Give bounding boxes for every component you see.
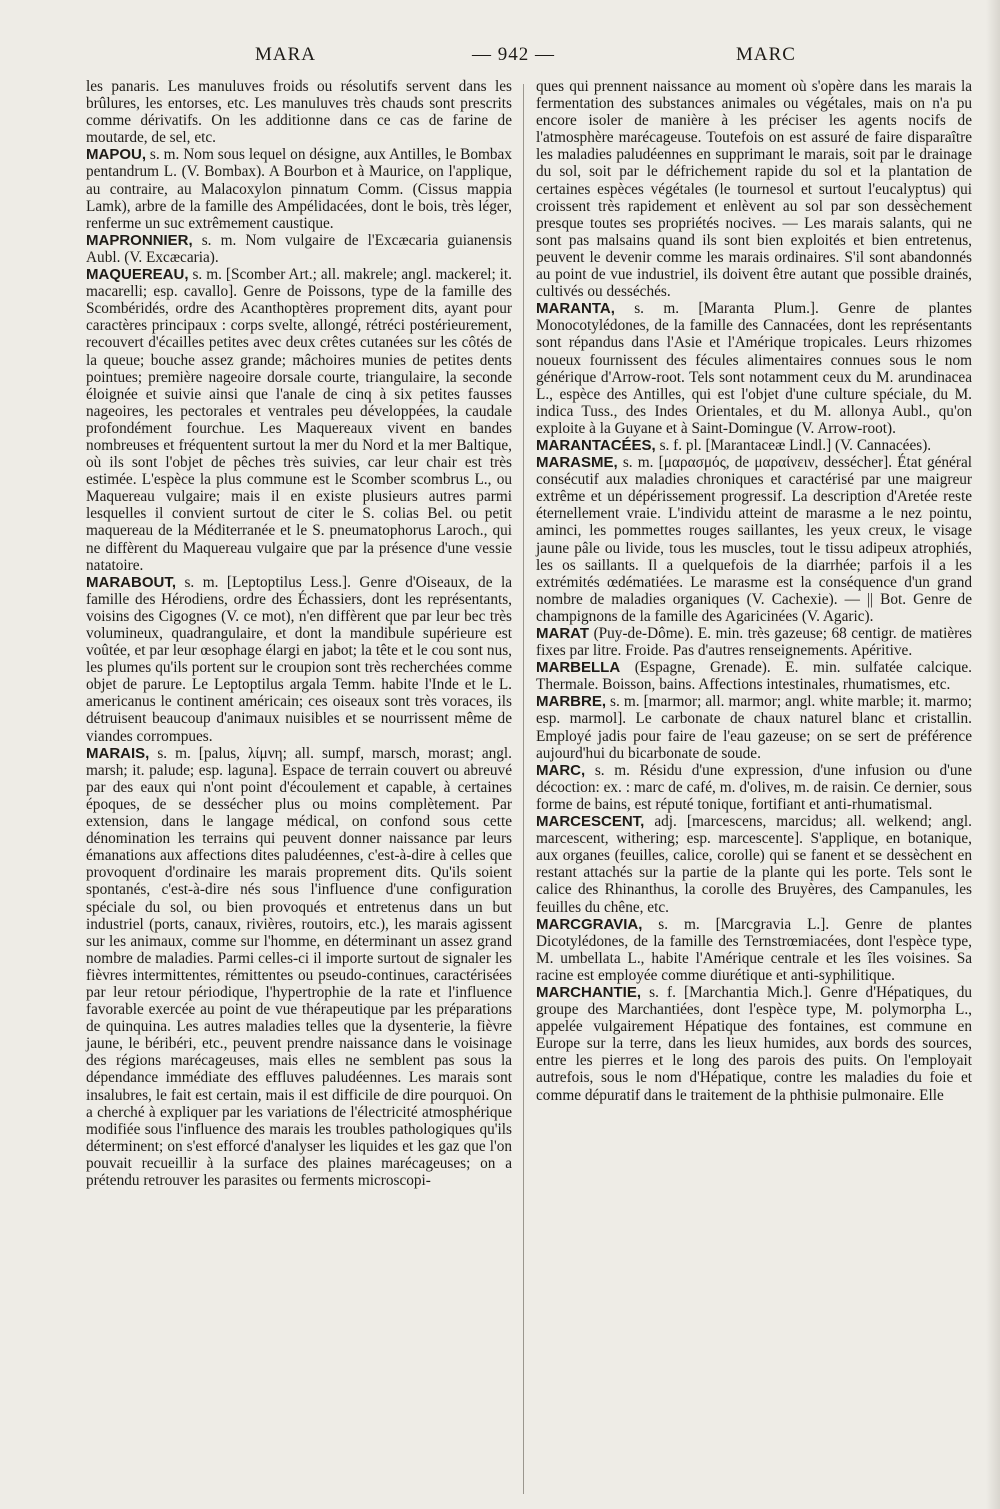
entry-continuation: les panaris. Les manuluves froids ou résolutifs servent dans les brûlures, les entorses, etc. Les manuluves très chauds sont prescrits comme dérivatifs. On les additionne dans ce cas de farine de moutarde, de sel, etc. bbox=[86, 78, 512, 147]
entry-marbella: MARBELLA (Espagne, Grenade). E. min. sulfatée calcique. Thermale. Boisson, bains. Affections intestinales, rhumatismes, etc. bbox=[536, 659, 973, 694]
entry-maranta: MARANTA, s. m. [Maranta Plum.]. Genre de plantes Monocotylédones, de la famille des Cannacées, dont les représentants sont répandus dans l'Asie et l'Amérique tropicales. Leurs rhizomes noueux fournissent des fécules alimentaires connues sous le nom générique d'Arrow-root. Tels sont notamment ceux du M. arundinacea L., espèce des Antilles, qui est l'objet d'une culture spéciale, du M. indica Tuss., des Indes Orientales, et du M. allonya Aubl., qu'on exploite à la Guyane et à Saint-Domingue (V. Arrow-root). bbox=[536, 300, 972, 437]
headword: MARBRE, bbox=[536, 693, 606, 711]
headword: MARABOUT, bbox=[86, 573, 176, 591]
entry-continuation: ques qui prennent naissance au moment où s'opère dans les marais la fermentation des substances animales ou végétales, mais on n'a pu encore isoler de manière à les préciser les agents nocifs de l'atmosphère marécageuse. Toutefois on est assuré de faire disparaître les maladies paludéennes en supprimant le marais, soit par le drainage du sol, soit par le défrichement rapide du sol et la plantation de certaines espèces végétales (le tournesol et surtout l'eucalyptus) qui croissent très rapidement et enlèvent au sol par son dessèchement presque toutes ses propriétés nocives. — Les marais salants, qui ne sont pas malsains quand ils sont bien exploités et bien entretenus, peuvent le devenir comme les marais ordinaires. S'il sont abandonnés au point de vue industriel, ils doivent être autant que possible drainés, cultivés ou desséchés. bbox=[536, 78, 972, 301]
headword: MARC, bbox=[536, 761, 586, 779]
headword: MARCESCENT, bbox=[536, 813, 645, 831]
headword: MARANTA, bbox=[536, 300, 615, 318]
entry-marais: MARAIS, s. m. [palus, λίμνη; all. sumpf, marsch, morast; angl. marsh; it. palude; esp. laguna]. Espace de terrain couvert ou abreuvé par des eaux qui n'ont point d'écoulement et capable, à certaines époques, de se dessécher plus ou moins complètement. Par extension, dans le langage médical, on confond sous cette dénomination les terrains qui peuvent donner naissance par leurs émanations aux affections dites paludéennes, c'est-à-dire à celles que provoquent d'ordinaire les marais proprement dits. Qu'ils soient spontanés, c'est-à-dire nés sous l'influence d'une configuration spéciale du sol, ou bien provoqués et entretenus dans un but industriel (ports, canaux, rivières, routoirs, etc.), les marais agissent sur les animaux, comme sur l'homme, en déterminant un assez grand nombre de maladies. Parmi celles-ci il importe surtout de signaler les fièvres intermittentes, rémittentes ou pseudo-continues, caractérisées par leur retour périodique, l'hypertrophie de la rate et l'influence favorable exercée au point de vue thérapeutique par les préparations de quinquina. Les autres maladies telles que la dysenterie, la fièvre jaune, le béribéri, etc., peuvent prendre naissance dans le voisinage des régions marécageuses, mais elles ne semblent pas sous la dépendance immédiate des effluves paludéennes. Les marais sont insalubres, le fait est certain, mais il est difficile de dire pourquoi. On a cherché à expliquer par les variations de l'électricité atmosphérique modifiée sous l'influence des marais les troubles pathologiques qu'ils déterminent; on s'est efforcé d'analyser les liquides et les gaz que l'on pouvait recueillir à la surface des plaines marécageuses; on a prétendu retrouver les parasites ou ferments microscopi- bbox=[86, 744, 512, 1189]
running-head-right: MARC bbox=[736, 44, 796, 65]
headword: MARAT bbox=[536, 625, 590, 642]
entry-maquereau: MAQUEREAU, s. m. [Scomber Art.; all. makrele; angl. mackerel; it. macarelli; esp. cavallo]. Genre de Poissons, type de la famille des Scombéridés, ordre des Acanthoptères proprement dits, ayant pour caractères principaux : corps svelte, allongé, rétréci postérieurement, recouvert d'écailles petites avec deux crêtes cutanées sur les côtés de la queue; bouche assez grande; mâchoires munies de petites dents pointues; première nageoire dorsale courte, triangulaire, la seconde éloignée et suivie ainsi que l'anale de cinq à six petites fausses nageoires, les pectorales et ventrales peu développées, la caudale profondément fourchue. Les Maquereaux vivent en bandes nombreuses et fréquentent surtout la mer du Nord et la mer Baltique, où ils sont l'objet de pêches très suivies, car leur chair est très estimée. L'espèce la plus commune est le Scomber scombrus L., ou Maquereau vulgaire; mais il en existe plusieurs autres parmi lesquelles il convient surtout de citer le S. colias Bel. ou petit maquereau de la Méditerranée et le S. pneumatophorus Laroch., qui ne diffèrent du Maquereau vulgaire que par la présence d'une vessie natatoire. bbox=[86, 266, 513, 574]
entry-marc: MARC, s. m. Résidu d'une expression, d'une infusion ou d'une décoction: ex. : marc de café, m. d'olives, m. de raisin. Ce dernier, sous forme de bains, est réputé tonique, fortifiant et anti-rhumatismal. bbox=[536, 761, 972, 813]
headword: MARASME, bbox=[536, 454, 618, 472]
entry-marcescent: MARCESCENT, adj. [marcescens, marcidus; all. welkend; angl. marcescent, withering; esp. marcescente]. S'applique, en botanique, aux organes (feuilles, calice, corolle) qui se fanent et se dessèchent en restant attachés sur la partie de la plante qui les porte. Tels sont le calice des Rhinanthus, la corolle des Bruyères, des Campanules, les feuilles du chêne, etc. bbox=[536, 813, 972, 916]
headword: MARAIS, bbox=[86, 744, 150, 762]
headword: MARCGRAVIA, bbox=[536, 915, 643, 933]
column-divider bbox=[523, 84, 524, 1494]
headword: MAPRONNIER, bbox=[86, 231, 193, 249]
running-head-left: MARA bbox=[255, 44, 317, 65]
entry-marasme: MARASME, s. m. [μαρασμός, de μαραίνειν, dessécher]. État général consécutif aux maladies chroniques et caractérisé par une maigreur extrême et un dépérissement progressif. La description d'Aretée reste éternellement vraie. L'individu atteint de marasme a le nez pointu, aminci, les pommettes rouges saillantes, les yeux creux, le visage jaune pâle ou livide, tous les muscles, tout le tissu adipeux atrophiés, les os saillants. Il a quelquefois de la diarrhée; parfois il a les extrémités œdématiées. Le marasme est la conséquence d'un grand nombre de maladies organiques (V. Cachexie). — || Bot. Genre de champignons de la famille des Agaricinées (V. Agaric). bbox=[536, 454, 972, 625]
headword: MARCHANTIE, bbox=[536, 983, 641, 1001]
right-column bbox=[536, 78, 972, 1104]
headword: MAQUEREAU, bbox=[86, 266, 189, 284]
entry-mapronnier: MAPRONNIER, s. m. Nom vulgaire de l'Excæcaria guianensis Aubl. (V. Excæcaria). bbox=[86, 231, 512, 266]
left-column bbox=[86, 78, 512, 1189]
entry-marat: MARAT (Puy-de-Dôme). E. min. très gazeuse; 68 centigr. de matières fixes par litre. Froide. Pas d'autres renseignements. Apéritive. bbox=[536, 625, 972, 660]
entry-marabout: MARABOUT, s. m. [Leptoptilus Less.]. Genre d'Oiseaux, de la famille des Hérodiens, ordre des Échassiers, dont les représentants, voisins des Cigognes (V. ce mot), n'en diffèrent que par leur bec très volumineux, quadrangulaire, et dont la mandibule supérieure est voûtée, et par leur œsophage élargi en jabot; la tête et le cou sont nus, les plumes qu'ils portent sur le croupion sont très recherchées comme objet de parure. Le Leptoptilus argala Temm. habite l'Inde et le L. americanus le continent américain; ces oiseaux sont très voraces, ils détruisent beaucoup d'animaux nuisibles et se nourrissent même de viandes corrompues. bbox=[86, 573, 512, 745]
entry-mapou: MAPOU, s. m. Nom sous lequel on désigne, aux Antilles, le Bombax pentandrum L. (V. Bombax). A Bourbon et à Maurice, on l'applique, au contraire, au Malacoxylon pinnatum Comm. (Cissus mappia Lamk), arbre de la famille des Ampélidacées, dont le bois, très léger, renferme un suc extrêmement caustique. bbox=[86, 146, 512, 232]
page-number: — 942 — bbox=[472, 44, 555, 65]
page-edge-shadow bbox=[986, 0, 1000, 1509]
entry-marchantie: MARCHANTIE, s. f. [Marchantia Mich.]. Genre d'Hépatiques, du groupe des Marchantiées, dont l'espèce type, M. polymorpha L., appelée vulgairement Hépatique des fontaines, est commune en Europe sur la terre, dans les lieux humides, aux bords des sources, entre les pierres et le long des parois des puits. On l'employait autrefois, sous le nom d'Hépatique, contre les maladies du foie et comme dépuratif dans le traitement de la phthisie pulmonaire. Elle bbox=[536, 983, 973, 1104]
page-header bbox=[0, 44, 1000, 74]
entry-marantacees: MARANTACÉES, s. f. pl. [Marantaceæ Lindl.] (V. Cannacées). bbox=[536, 436, 932, 454]
headword: MAPOU, bbox=[86, 146, 146, 164]
headword: MARBELLA bbox=[536, 659, 621, 677]
entry-marcgravia: MARCGRAVIA, s. m. [Marcgravia L.]. Genre de plantes Dicotylédones, de la famille des Ternstrœmiacées, dont l'espèce type, M. umbellata L., habite l'Amérique centrale et les îles voisines. Sa racine est employée comme diurétique et anti-syphilitique. bbox=[536, 915, 972, 984]
headword: MARANTACÉES, bbox=[536, 436, 656, 454]
entry-marbre: MARBRE, s. m. [marmor; all. marmor; angl. white marble; it. marmo; esp. marmol]. Le carbonate de chaux naturel blanc et cristallin. Employé jadis pour faire de l'eau gazeuse; on se sert de préférence aujourd'hui du bicarbonate de soude. bbox=[536, 693, 972, 762]
